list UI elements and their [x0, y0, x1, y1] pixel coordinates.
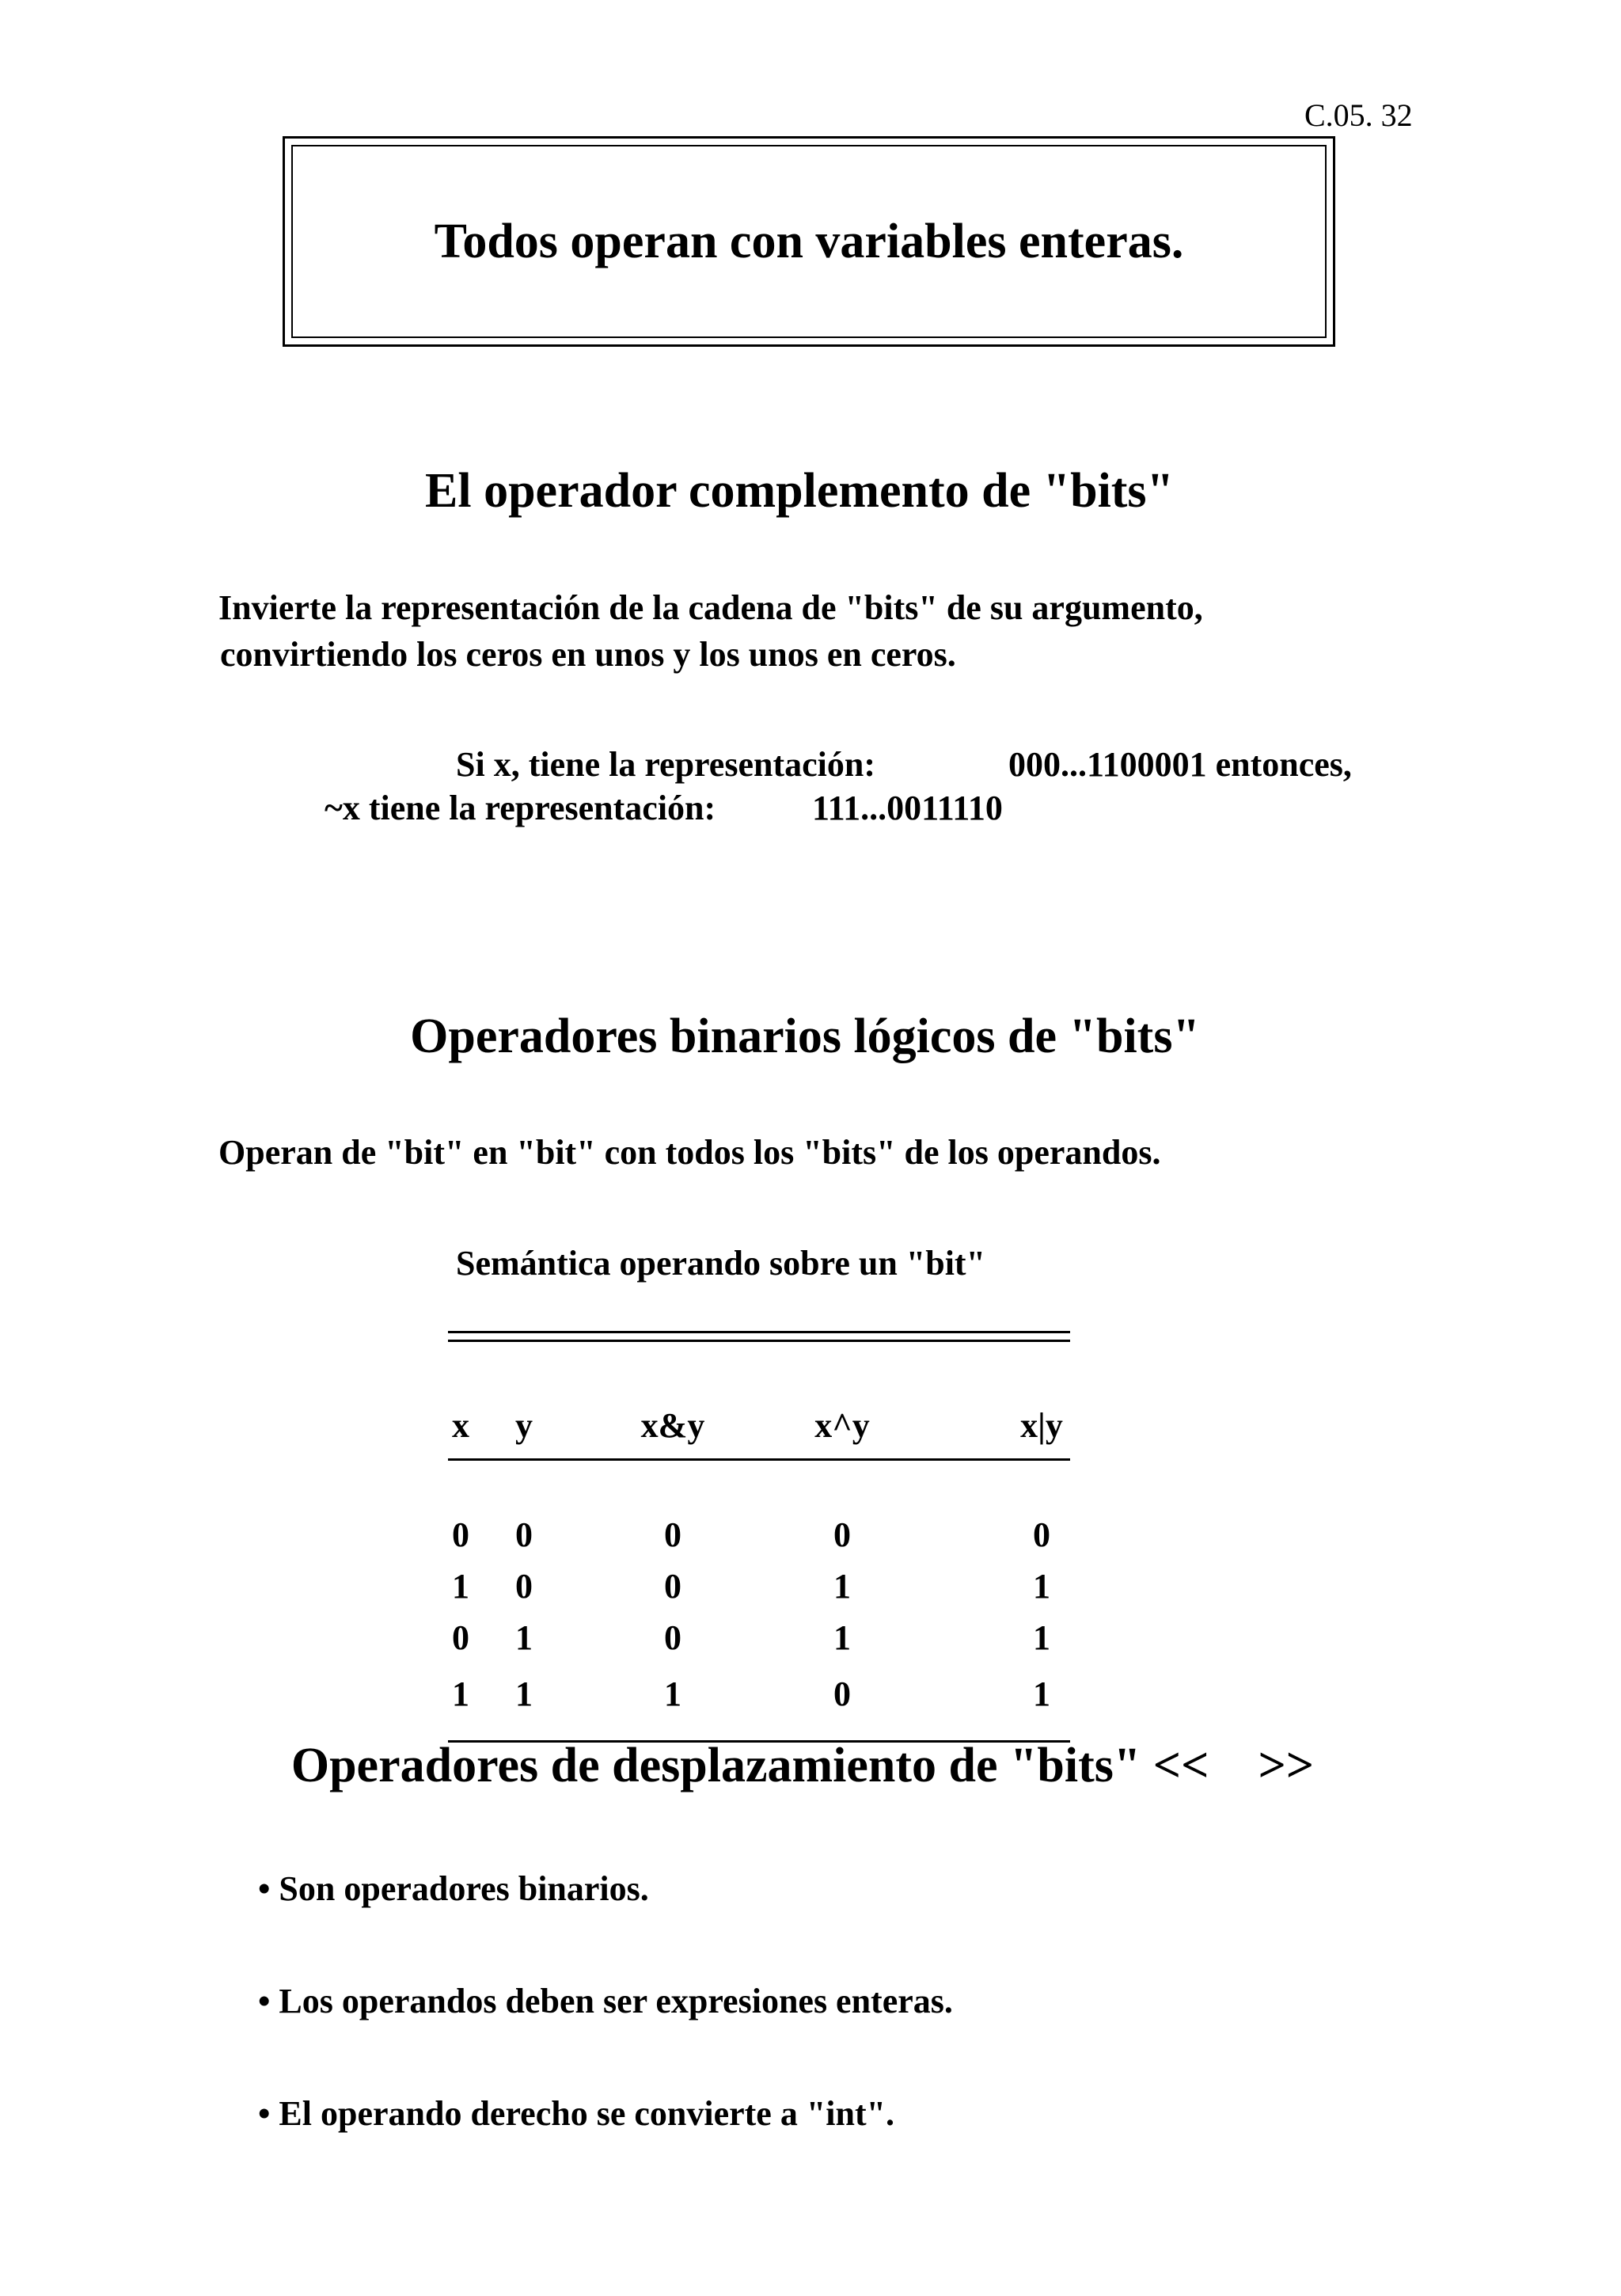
- header-x: x: [452, 1406, 469, 1445]
- header-y: y: [515, 1406, 533, 1445]
- table-cell: 1: [833, 1618, 851, 1657]
- table-cell: 0: [1033, 1515, 1050, 1554]
- table-cell: 1: [833, 1567, 851, 1606]
- table-cell: 0: [664, 1567, 681, 1606]
- table-cell: 1: [1033, 1618, 1050, 1657]
- page-number: C.05. 32: [1304, 97, 1413, 133]
- table-header-rule: [448, 1458, 1070, 1461]
- logical-operators-paragraph: Operan de "bit" en "bit" con todos los "bits" de los operandos.: [218, 1133, 1161, 1172]
- shift-operators-heading: Operadores de desplazamiento de "bits" << >>: [290, 1739, 1315, 1792]
- example-line-1-value: 000...1100001 entonces,: [1008, 745, 1352, 784]
- title-box: [283, 136, 1335, 347]
- complement-paragraph-line-2: convirtiendo los ceros en unos y los unos en ceros.: [220, 635, 956, 674]
- header-and: x&y: [640, 1406, 705, 1445]
- header-or: x|y: [1020, 1406, 1063, 1445]
- table-cell: 1: [452, 1567, 469, 1606]
- example-line-1-label: Si x, tiene la representación:: [456, 745, 875, 784]
- title-box-inner-border: [291, 145, 1327, 338]
- complement-paragraph-line-1: Invierte la representación de la cadena de "bits" de su argumento,: [218, 588, 1203, 627]
- truth-table-caption: Semántica operando sobre un "bit": [456, 1244, 986, 1283]
- table-cell: 1: [452, 1674, 469, 1713]
- table-cell: 0: [452, 1618, 469, 1657]
- bullet-item: • Son operadores binarios.: [258, 1869, 649, 1908]
- table-cell: 0: [833, 1674, 851, 1713]
- table-cell: 0: [515, 1515, 533, 1554]
- table-cell: 1: [664, 1674, 681, 1713]
- header-xor: x^y: [814, 1406, 870, 1445]
- logical-operators-heading: Operadores binarios lógicos de "bits": [410, 1009, 1200, 1063]
- table-cell: 0: [664, 1515, 681, 1554]
- table-top-double-rule-1: [448, 1331, 1070, 1333]
- bullet-item: • Los operandos deben ser expresiones enteras.: [258, 1982, 953, 2020]
- table-cell: 1: [1033, 1674, 1050, 1713]
- complement-heading: El operador complemento de "bits": [425, 464, 1174, 518]
- example-line-2-label: ~x tiene la representación:: [325, 789, 716, 827]
- shift-operators-bullet-list: [258, 1868, 953, 2206]
- table-cell: 0: [452, 1515, 469, 1554]
- table-cell: 1: [1033, 1567, 1050, 1606]
- table-cell: 1: [515, 1674, 533, 1713]
- table-cell: 0: [515, 1567, 533, 1606]
- table-top-double-rule-2: [448, 1340, 1070, 1342]
- table-cell: 0: [664, 1618, 681, 1657]
- table-cell: 1: [515, 1618, 533, 1657]
- example-line-2-value: 111...0011110: [812, 789, 1003, 827]
- table-cell: 0: [833, 1515, 851, 1554]
- bullet-item: • El operando derecho se convierte a "int".: [258, 2094, 895, 2133]
- title-text: Todos operan con variables enteras.: [434, 214, 1184, 268]
